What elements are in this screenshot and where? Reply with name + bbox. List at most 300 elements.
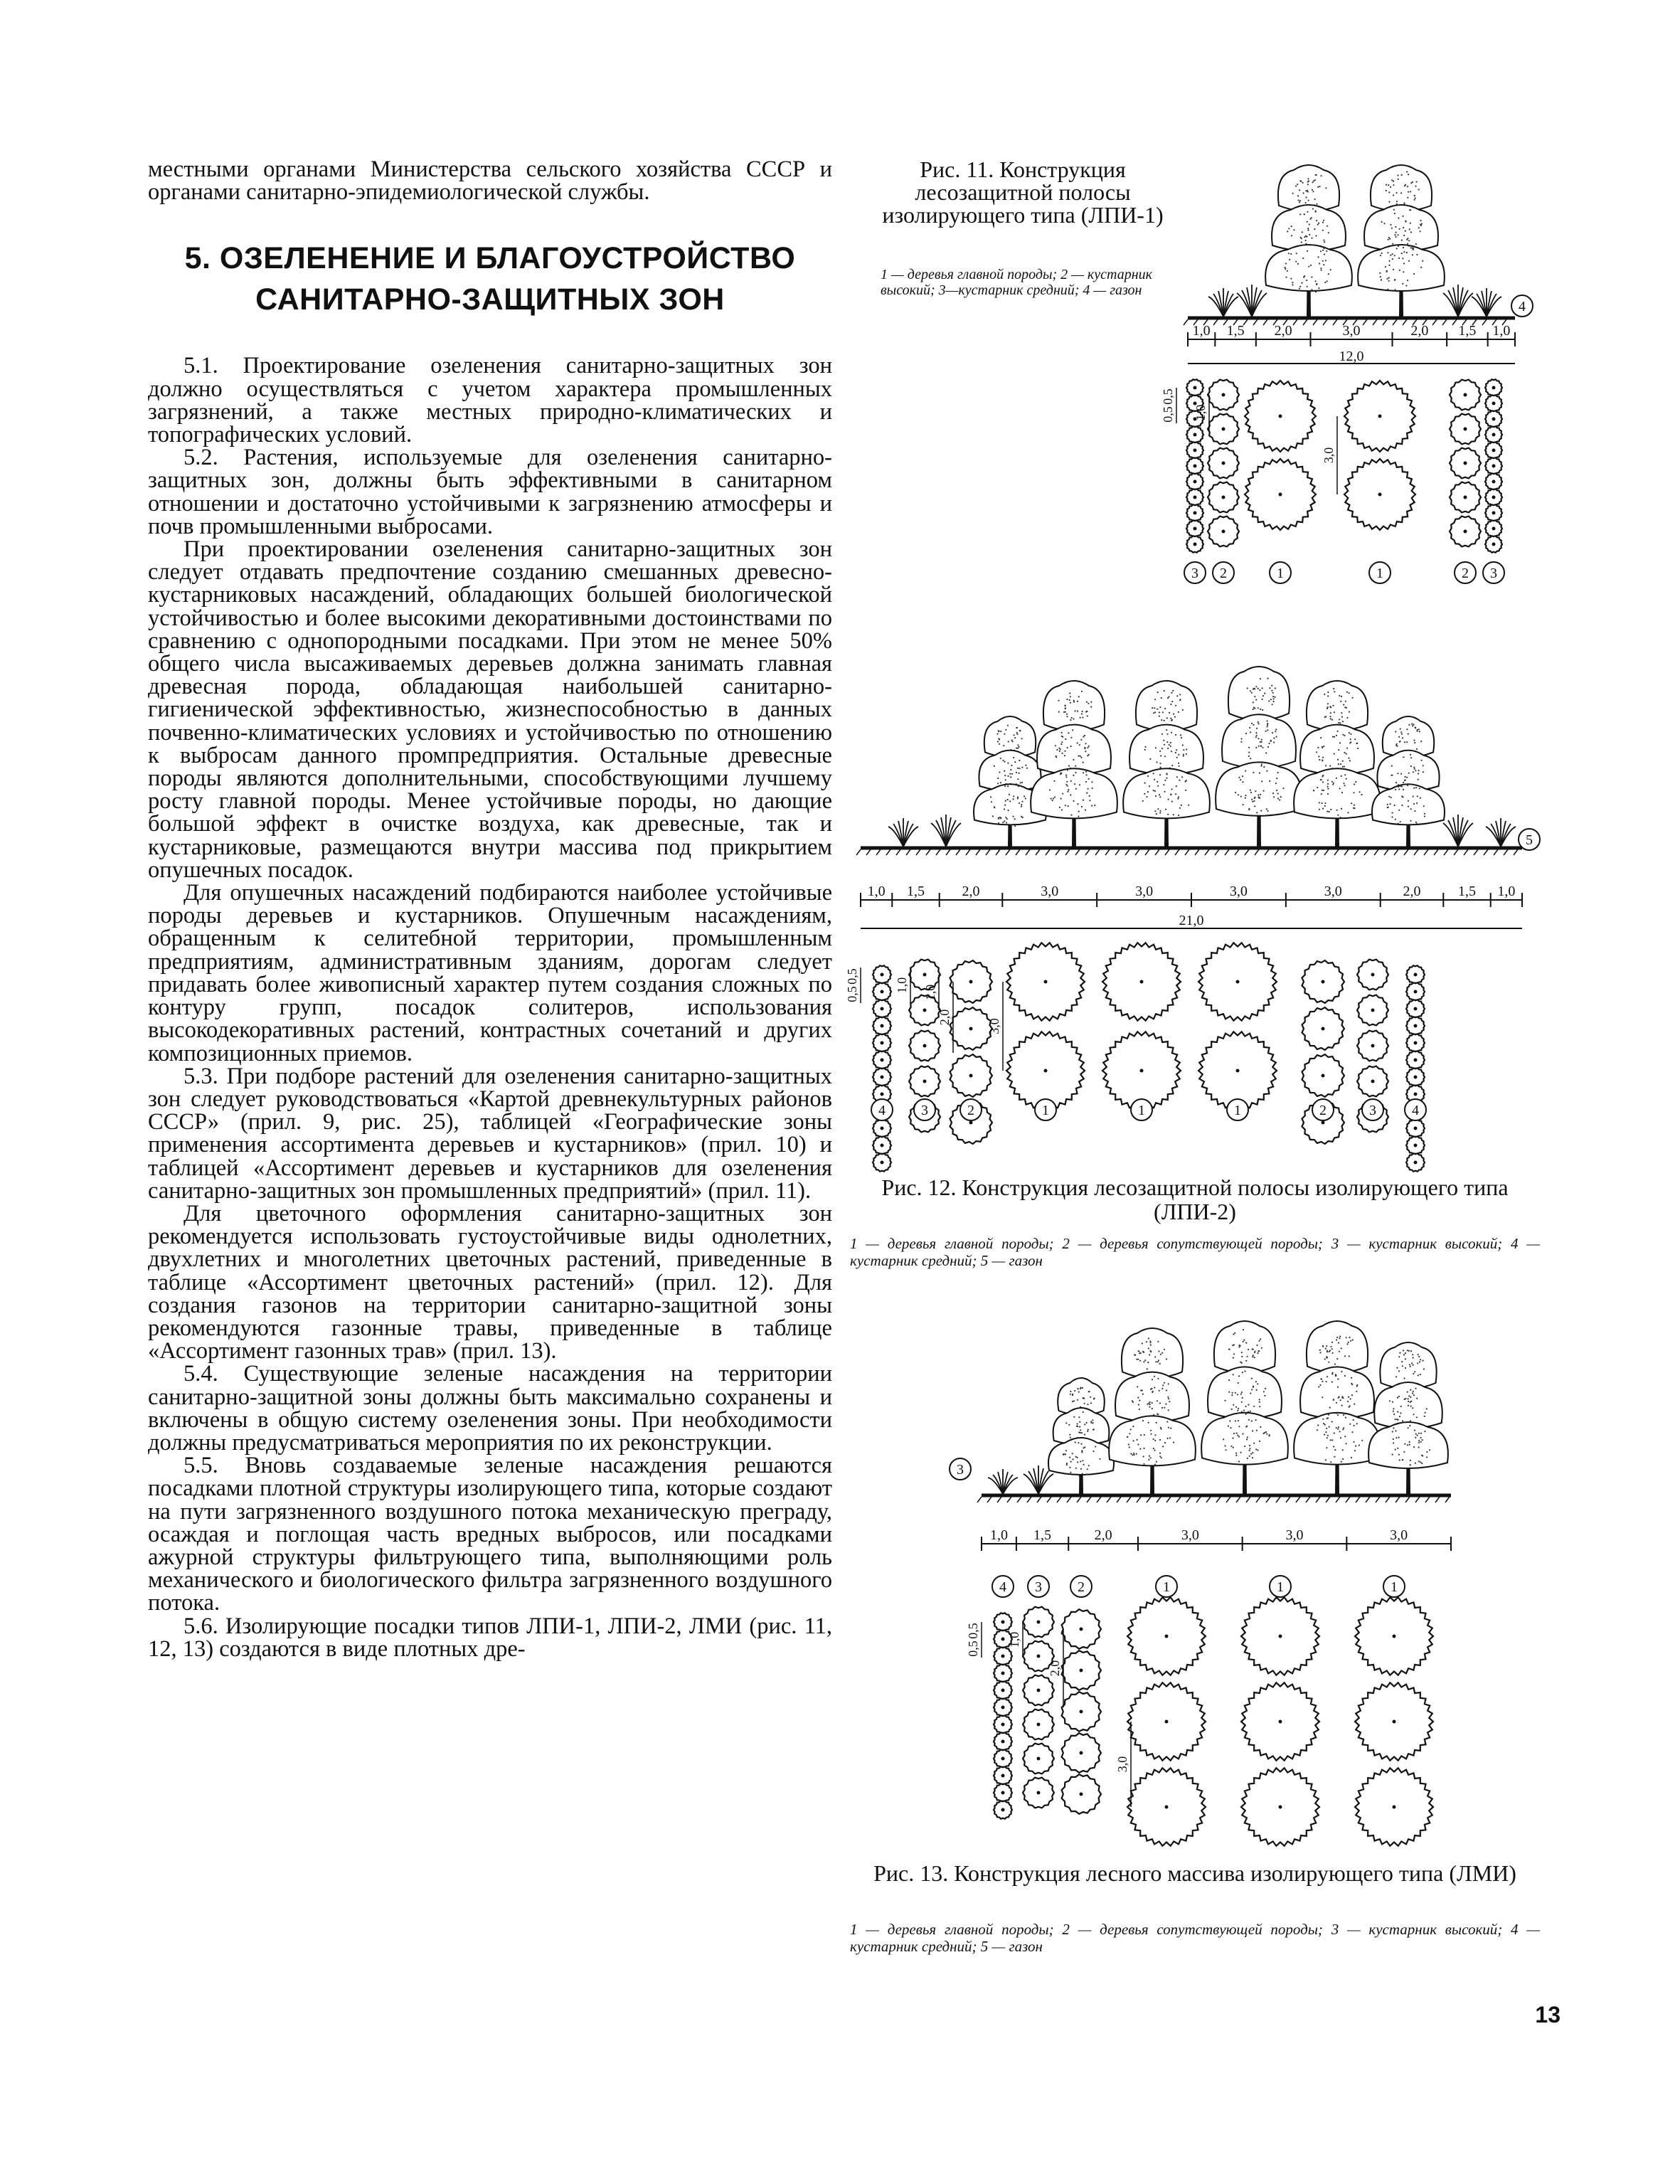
plan-plant-center (1080, 1710, 1083, 1714)
ground-hatch (1374, 849, 1378, 855)
plan-plant-center (1492, 433, 1496, 437)
stipple-dot (1157, 1414, 1159, 1415)
stipple-dot (1398, 258, 1400, 259)
vertical-dimension-label: 1,0 (1193, 404, 1208, 421)
plan-plant-center (1236, 1069, 1240, 1073)
stipple-dot (1183, 754, 1184, 756)
stipple-dot (1349, 692, 1350, 694)
stipple-dot (1406, 239, 1408, 240)
stipple-dot (1251, 692, 1253, 694)
stipple-dot (1254, 688, 1255, 689)
stipple-dot (1406, 728, 1408, 730)
stipple-dot (1269, 687, 1270, 689)
stipple-dot (1004, 761, 1005, 763)
stipple-dot (1164, 1442, 1166, 1443)
stipple-dot (1159, 751, 1161, 752)
stipple-dot (1341, 808, 1342, 810)
stipple-dot (1353, 1441, 1354, 1443)
stipple-dot (1311, 289, 1312, 290)
stipple-dot (1088, 1391, 1090, 1392)
stipple-dot (1418, 728, 1420, 730)
stipple-dot (1329, 765, 1331, 767)
stipple-dot (1322, 790, 1323, 791)
ground-hatch (1226, 1497, 1230, 1502)
stipple-dot (1002, 760, 1004, 761)
stipple-dot (1139, 1448, 1141, 1450)
stipple-dot (1072, 1458, 1073, 1460)
stipple-dot (1053, 797, 1054, 799)
stipple-dot (1159, 810, 1161, 812)
stipple-dot (1253, 1355, 1254, 1356)
stipple-dot (1253, 1406, 1255, 1407)
stipple-dot (1413, 723, 1415, 725)
stipple-dot (1161, 748, 1163, 749)
stipple-dot (1391, 775, 1393, 776)
stipple-dot (1331, 1439, 1333, 1441)
stipple-dot (1398, 823, 1399, 825)
stipple-dot (1231, 1409, 1233, 1410)
stipple-dot (1070, 696, 1071, 697)
stipple-dot (1149, 1456, 1150, 1457)
stipple-dot (1407, 243, 1408, 245)
tree-crown (1201, 1413, 1288, 1465)
stipple-dot (1017, 778, 1019, 780)
stipple-dot (1255, 736, 1257, 738)
stipple-dot (1176, 757, 1178, 758)
stipple-dot (1398, 810, 1400, 811)
ground-hatch (1085, 849, 1090, 855)
plan-plant-center (1165, 1720, 1169, 1724)
ground-hatch (1482, 319, 1487, 325)
stipple-dot (1420, 230, 1421, 232)
stipple-dot (1011, 739, 1013, 741)
stipple-dot (1398, 736, 1400, 738)
stipple-dot (1070, 1394, 1071, 1395)
stipple-dot (1018, 746, 1019, 748)
stipple-dot (1059, 807, 1060, 808)
stipple-dot (1144, 793, 1145, 795)
plan-plant-center (1044, 1069, 1048, 1073)
ground-hatch (1356, 1497, 1360, 1502)
stipple-dot (1248, 747, 1250, 748)
stipple-dot (1323, 746, 1324, 747)
stipple-dot (1405, 221, 1406, 222)
paragraph-design-mixed: При проектировании озеленения санитарно-защитных зон следует отдавать предпочтение созданию смешанных древесно-кустарниковых насаждений, обладающих большей биологической устойчивостью и более высокими декоративными достоинствами по сравнению с однопородными посадками. При этом не менее 50% общего числа высаживаемых деревьев должна занимать главная древесная порода, обладающая наибольшей санитарно-гигиенической эффективностью, жизнеспособностью в данных почвенно-климатических условиях и устойчивостью по отношению к выбросам данного промпредприятия. Остальные древесные породы являются дополнительными, способствующими лучшему росту главной породы. Менее устойчивые породы, но дающие большой эффект в очистке воздуха, как древесные, так и кустарниковые, размещаются внутри массива под прикрытием опушечных посадок. (148, 536, 832, 883)
stipple-dot (1089, 795, 1090, 797)
stipple-dot (1322, 746, 1323, 748)
ground-hatch (1097, 1497, 1101, 1502)
stipple-dot (1064, 751, 1065, 752)
figure-11-plan-number: 1 (1376, 566, 1383, 581)
stipple-dot (1166, 741, 1168, 743)
stipple-dot (1063, 1453, 1064, 1455)
stipple-dot (1094, 805, 1095, 806)
stipple-dot (1075, 1456, 1077, 1458)
stipple-dot (1400, 1412, 1401, 1414)
stipple-dot (1307, 230, 1309, 231)
stipple-dot (1401, 240, 1403, 241)
stipple-dot (1328, 232, 1329, 233)
stipple-dot (1322, 759, 1323, 760)
plan-plant-center (881, 1144, 884, 1147)
stipple-dot (1330, 1346, 1331, 1347)
stipple-dot (1181, 737, 1182, 738)
stipple-dot (1255, 1419, 1257, 1421)
plan-plant-center (1222, 393, 1226, 397)
stipple-dot (1297, 263, 1299, 265)
stipple-dot (1324, 1434, 1325, 1436)
stipple-dot (1407, 186, 1408, 187)
figure-11-plan-number: 1 (1277, 566, 1284, 581)
tree-crown (1129, 725, 1203, 775)
stipple-dot (1271, 690, 1272, 691)
tree-crown (1294, 768, 1381, 818)
stipple-dot (1159, 774, 1161, 775)
stipple-dot (1421, 1463, 1423, 1464)
stipple-dot (1403, 227, 1404, 228)
stipple-dot (994, 765, 995, 767)
stipple-dot (1082, 1473, 1083, 1475)
stipple-dot (1075, 1441, 1076, 1443)
stipple-dot (1142, 1420, 1144, 1421)
plan-plant-center (1193, 543, 1197, 546)
stipple-dot (1346, 1343, 1348, 1345)
stipple-dot (1067, 791, 1068, 793)
plan-plant-center (1414, 1007, 1418, 1011)
stipple-dot (1061, 741, 1063, 743)
stipple-dot (1414, 195, 1415, 196)
stipple-dot (1341, 696, 1342, 697)
stipple-dot (1310, 265, 1312, 266)
stipple-dot (1423, 765, 1424, 766)
plan-plant-center (1140, 1069, 1144, 1073)
stipple-dot (1401, 785, 1403, 787)
stipple-dot (1311, 238, 1312, 239)
stipple-dot (1087, 1474, 1088, 1475)
plan-plant-center (1001, 1689, 1005, 1692)
stipple-dot (1386, 184, 1387, 186)
stipple-dot (1075, 788, 1077, 790)
stipple-dot (1065, 708, 1066, 709)
stipple-dot (1143, 1456, 1144, 1457)
stipple-dot (1081, 806, 1083, 807)
stipple-dot (1247, 1458, 1248, 1459)
stipple-dot (1129, 1433, 1130, 1434)
stipple-dot (1424, 1431, 1425, 1432)
ground-hatch (1037, 1497, 1041, 1502)
figure-13-plan-number: 1 (1277, 1579, 1284, 1595)
stipple-dot (1419, 1361, 1420, 1362)
stipple-dot (1413, 771, 1414, 773)
ground-hatch (1442, 319, 1447, 325)
stipple-dot (1288, 253, 1290, 254)
ground-hatch (1007, 1497, 1011, 1502)
stipple-dot (1329, 1407, 1331, 1409)
vertical-dimension-label: 1,0 (1007, 1631, 1021, 1648)
stipple-dot (1346, 748, 1348, 749)
stipple-dot (1250, 1411, 1251, 1412)
stipple-dot (1349, 1337, 1350, 1338)
stipple-dot (1387, 289, 1388, 290)
tree-crown (1109, 1416, 1196, 1465)
stipple-dot (1081, 1451, 1083, 1452)
stipple-dot (1411, 723, 1413, 725)
stipple-dot (1011, 765, 1012, 766)
stipple-dot (1004, 808, 1005, 810)
stipple-dot (1017, 748, 1019, 749)
stipple-dot (1423, 771, 1424, 773)
stipple-dot (1322, 757, 1324, 758)
stipple-dot (1404, 1443, 1405, 1445)
stipple-dot (1340, 701, 1341, 702)
ground-hatch (1056, 849, 1060, 855)
plan-plant-center (1279, 1635, 1282, 1638)
figure-11-profile-marker: 4 (1519, 299, 1526, 314)
stipple-dot (1258, 1340, 1260, 1342)
stipple-dot (1092, 788, 1093, 789)
stipple-dot (1354, 738, 1356, 740)
stipple-dot (1334, 691, 1335, 692)
stipple-dot (1336, 1358, 1338, 1359)
stipple-dot (1420, 741, 1422, 742)
stipple-dot (1314, 198, 1316, 200)
stipple-dot (1266, 1433, 1267, 1435)
stipple-dot (1326, 1447, 1327, 1448)
stipple-dot (1128, 1443, 1129, 1445)
stipple-dot (1130, 1428, 1132, 1430)
stipple-dot (1268, 1435, 1270, 1436)
stipple-dot (1232, 1392, 1233, 1394)
stipple-dot (1238, 1426, 1240, 1427)
stipple-dot (1277, 797, 1279, 799)
stipple-dot (1410, 754, 1411, 756)
stipple-dot (996, 733, 998, 735)
stipple-dot (1313, 790, 1314, 791)
stipple-dot (1021, 806, 1022, 807)
stipple-dot (1339, 742, 1341, 743)
stipple-dot (1255, 1448, 1257, 1450)
stipple-dot (1410, 1366, 1411, 1367)
stipple-dot (1317, 747, 1319, 748)
stipple-dot (1053, 780, 1055, 782)
stipple-dot (1007, 799, 1009, 800)
stipple-dot (1166, 1389, 1167, 1391)
stipple-dot (1266, 808, 1267, 810)
stipple-dot (1080, 739, 1082, 741)
stipple-dot (1339, 1351, 1340, 1352)
stipple-dot (1325, 765, 1327, 766)
stipple-dot (1423, 1368, 1425, 1369)
stipple-dot (1356, 1423, 1358, 1424)
stipple-dot (1412, 181, 1413, 183)
stipple-dot (1244, 1446, 1245, 1447)
stipple-dot (1390, 803, 1391, 805)
stipple-dot (1348, 1342, 1349, 1343)
stipple-dot (1140, 1389, 1142, 1391)
ground-hatch (1027, 1497, 1031, 1502)
stipple-dot (1311, 217, 1312, 218)
stipple-dot (1331, 1348, 1333, 1350)
stipple-dot (1317, 1424, 1319, 1426)
stipple-dot (1238, 1436, 1240, 1437)
stipple-dot (1409, 209, 1410, 211)
paragraph-5-6: 5.6. Изолирующие посадки типов ЛПИ-1, ЛПИ-2, ЛМИ (рис. 11, 12, 13) создаются в виде плотных дре- (148, 1613, 832, 1662)
stipple-dot (1320, 267, 1322, 269)
stipple-dot (1243, 1341, 1244, 1342)
stipple-dot (1259, 773, 1260, 774)
stipple-dot (1401, 253, 1403, 254)
stipple-dot (1279, 799, 1280, 800)
stipple-dot (1390, 255, 1391, 256)
stipple-dot (1316, 174, 1317, 176)
plan-plant-center (881, 1093, 884, 1096)
stipple-dot (1342, 1449, 1344, 1451)
vertical-dimension-label: 1,0 (923, 984, 937, 1001)
stipple-dot (1161, 719, 1162, 721)
stipple-dot (1424, 813, 1425, 815)
stipple-dot (1247, 1356, 1248, 1357)
stipple-dot (1324, 1424, 1326, 1426)
ground-hatch (1253, 319, 1258, 325)
stipple-dot (1049, 789, 1051, 790)
stipple-dot (1090, 706, 1092, 708)
tree-crown (1300, 725, 1374, 775)
stipple-dot (1261, 763, 1262, 765)
stipple-dot (1012, 816, 1014, 817)
stipple-dot (1319, 186, 1320, 187)
stipple-dot (1166, 773, 1168, 775)
stipple-dot (1388, 265, 1390, 266)
stipple-dot (1398, 179, 1399, 180)
stipple-dot (1224, 1445, 1226, 1446)
stipple-dot (1260, 678, 1261, 679)
stipple-dot (1410, 191, 1411, 192)
stipple-dot (1248, 752, 1250, 753)
stipple-dot (1073, 759, 1074, 760)
stipple-dot (1228, 1426, 1229, 1427)
stipple-dot (1407, 1350, 1408, 1351)
stipple-dot (1069, 1457, 1070, 1458)
stipple-dot (1393, 194, 1394, 196)
stipple-dot (1334, 1456, 1335, 1458)
stipple-dot (999, 738, 1000, 740)
stipple-dot (1147, 791, 1149, 793)
stipple-dot (1405, 184, 1406, 186)
plan-plant-center (1001, 1791, 1005, 1795)
stipple-dot (1397, 1448, 1398, 1449)
stipple-dot (1066, 699, 1068, 700)
vertical-dimension-label: 0,5 (845, 986, 859, 1002)
stipple-dot (1413, 767, 1415, 768)
stipple-dot (1400, 192, 1402, 194)
stipple-dot (1304, 236, 1305, 238)
stipple-dot (1388, 807, 1389, 808)
stipple-dot (1261, 741, 1262, 743)
stipple-dot (1417, 729, 1418, 731)
stipple-dot (1149, 1401, 1151, 1403)
stipple-dot (1322, 1345, 1324, 1347)
ground-hatch (1384, 849, 1388, 855)
stipple-dot (1346, 778, 1347, 780)
ground-hatch (1067, 1497, 1071, 1502)
vertical-dimension-label: 1,0 (895, 977, 909, 994)
stipple-dot (1250, 690, 1251, 691)
stipple-dot (1306, 236, 1307, 238)
stipple-dot (1004, 770, 1005, 772)
stipple-dot (1154, 699, 1156, 700)
stipple-dot (1295, 261, 1297, 263)
stipple-dot (1394, 234, 1395, 235)
stipple-dot (1265, 1431, 1267, 1433)
tree-crown (1372, 784, 1445, 825)
stipple-dot (1403, 251, 1405, 253)
stipple-dot (1391, 765, 1393, 767)
ground-hatch (1334, 849, 1339, 855)
stipple-dot (1423, 1360, 1424, 1362)
stipple-dot (1171, 765, 1173, 766)
plan-plant-center (1193, 465, 1197, 468)
stipple-dot (1415, 822, 1417, 823)
stipple-dot (1143, 1448, 1144, 1449)
plan-plant-center (1193, 496, 1197, 499)
stipple-dot (1165, 1404, 1166, 1405)
page-number: 13 (1535, 2002, 1561, 2027)
stipple-dot (1426, 1456, 1428, 1458)
stipple-dot (1084, 1433, 1085, 1435)
stipple-dot (1314, 228, 1315, 230)
stipple-dot (1263, 766, 1265, 768)
stipple-dot (1288, 228, 1290, 229)
plan-plant-center (1001, 1672, 1005, 1675)
stipple-dot (1250, 758, 1251, 759)
stipple-dot (1421, 223, 1423, 225)
stipple-dot (1404, 741, 1405, 743)
stipple-dot (1073, 718, 1074, 719)
stipple-dot (1410, 1464, 1411, 1465)
stipple-dot (1345, 1417, 1346, 1419)
stipple-dot (1170, 1428, 1171, 1429)
figure-13-profile-marker: 3 (957, 1462, 964, 1478)
stipple-dot (1168, 799, 1169, 800)
stipple-dot (1299, 286, 1301, 287)
ground-hatch (986, 849, 990, 855)
stipple-dot (1351, 1394, 1353, 1396)
ground-hatch (956, 849, 960, 855)
stipple-dot (1072, 1394, 1073, 1396)
stipple-dot (1400, 821, 1401, 822)
plan-plant-center (969, 1121, 973, 1125)
stipple-dot (1329, 706, 1331, 707)
ground-hatch (1346, 1497, 1350, 1502)
stipple-dot (1399, 1352, 1400, 1354)
stipple-dot (1274, 696, 1275, 698)
plan-plant-center (1037, 1655, 1041, 1658)
stipple-dot (1414, 1430, 1415, 1431)
plan-plant-center (1044, 980, 1048, 984)
stipple-dot (1159, 812, 1161, 814)
stipple-dot (1087, 1468, 1088, 1470)
stipple-dot (1087, 1431, 1088, 1432)
stipple-dot (1334, 1449, 1336, 1451)
stipple-dot (1255, 1381, 1257, 1382)
stipple-dot (1147, 1368, 1148, 1369)
stipple-dot (1086, 701, 1088, 703)
stipple-dot (1073, 700, 1075, 701)
stipple-dot (1312, 181, 1314, 183)
stipple-dot (1359, 1444, 1360, 1446)
stipple-dot (1356, 743, 1358, 744)
stipple-dot (1394, 213, 1395, 214)
